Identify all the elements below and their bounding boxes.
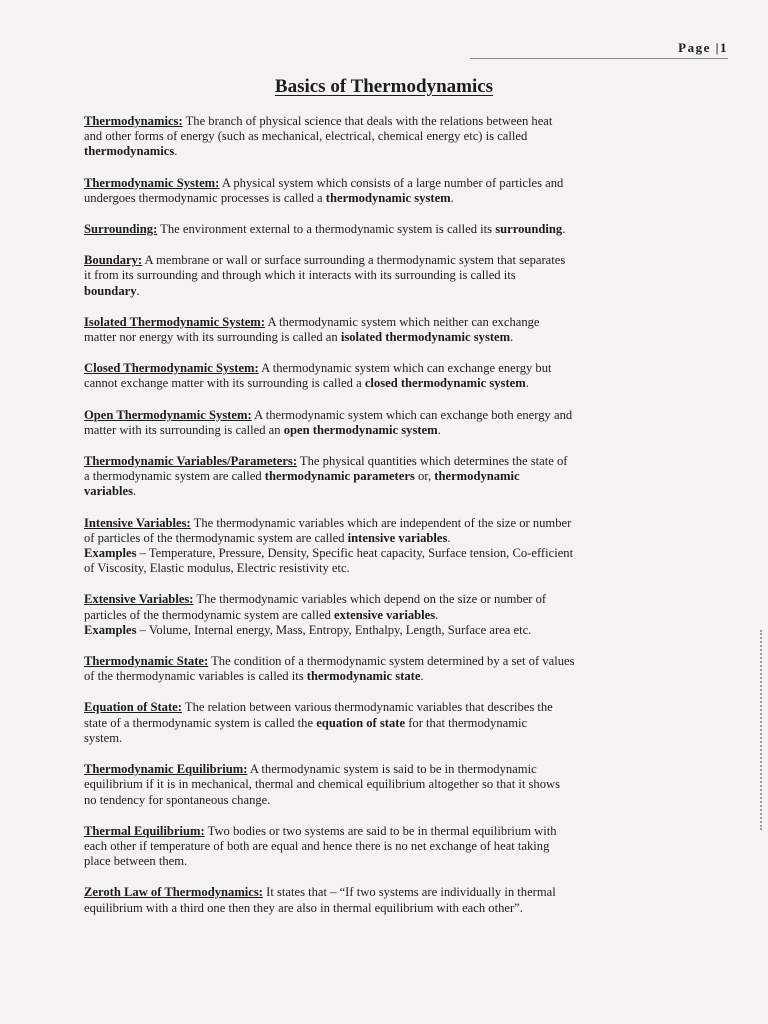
definition-line xyxy=(84,129,724,144)
definition-text: – Volume, Internal energy, Mass, Entropy, Enthalpy, Length, Surface area etc. xyxy=(136,622,532,637)
definition-term: Open Thermodynamic System: xyxy=(84,407,252,422)
definition-term: Thermal Equilibrium: xyxy=(84,823,205,838)
definition-line xyxy=(84,484,724,499)
definition-term: Thermodynamics: xyxy=(84,114,183,128)
definition-term: Thermodynamic State: xyxy=(84,654,209,669)
definition-text: cannot exchange matter with its surrounding is called a xyxy=(84,376,365,391)
definition-line xyxy=(84,361,724,376)
highlighted-term: surrounding xyxy=(495,222,563,237)
definition-line xyxy=(84,376,724,391)
definition-line xyxy=(84,762,724,777)
definition-text: for that thermodynamic xyxy=(405,715,528,730)
definition-text: state of a thermodynamic system is called the xyxy=(84,715,317,730)
definition-text: – Temperature, Pressure, Density, Specific heat capacity, Surface tension, Co-efficient xyxy=(136,546,574,561)
definition-line xyxy=(84,623,724,638)
definition-text: and other forms of energy (such as mechanical, electrical, chemical energy etc) is called xyxy=(84,129,528,144)
definition-term: Closed Thermodynamic System: xyxy=(84,361,259,376)
definition-line xyxy=(84,669,724,684)
definition-line xyxy=(84,531,724,546)
definition-text: . xyxy=(132,484,137,499)
highlighted-term: thermodynamics xyxy=(84,144,175,159)
definition-line xyxy=(84,114,724,129)
definition-text: The environment external to a thermodynamic system is called its xyxy=(157,222,496,237)
highlighted-term: variables xyxy=(84,484,133,499)
definition-entry xyxy=(84,408,724,438)
definition-line xyxy=(84,191,724,206)
definition-text: A thermodynamic system which neither can exchange xyxy=(264,314,540,329)
definition-text: . xyxy=(435,607,439,622)
definition-text: equilibrium with a third one then they are also in thermal equilibrium with each other”. xyxy=(84,900,523,915)
definition-line xyxy=(84,854,724,869)
definition-text: Two bodies or two systems are said to be in thermal equilibrium with xyxy=(204,823,557,838)
highlighted-term: equation of state xyxy=(316,715,406,730)
definition-text: or, xyxy=(414,469,435,484)
highlighted-term: thermodynamic parameters xyxy=(264,469,415,484)
definition-text: system. xyxy=(84,730,123,745)
definition-text: . xyxy=(562,222,566,237)
definition-entry xyxy=(84,885,724,915)
highlighted-term: boundary xyxy=(84,283,137,298)
definition-entry xyxy=(84,700,724,746)
definition-line xyxy=(84,144,724,159)
definition-text: it from its surrounding and through which it interacts with its surrounding is called its xyxy=(84,268,516,283)
definition-term: Extensive Variables: xyxy=(84,592,194,607)
definition-line xyxy=(84,885,724,900)
definition-entry xyxy=(84,176,724,206)
highlighted-term: open thermodynamic system xyxy=(283,422,438,437)
definition-text: matter with its surrounding is called an xyxy=(84,422,284,437)
definition-line xyxy=(84,592,724,607)
definition-text: of Viscosity, Elastic modulus, Electric resistivity etc. xyxy=(84,561,350,576)
definition-text: a thermodynamic system are called xyxy=(84,469,265,484)
definition-line xyxy=(84,454,724,469)
definition-line xyxy=(84,176,724,191)
definition-text: . xyxy=(525,376,529,391)
highlighted-term: intensive variables xyxy=(347,530,448,545)
highlighted-term: Examples xyxy=(84,546,137,561)
highlighted-term: thermodynamic xyxy=(434,469,520,484)
definition-text: . xyxy=(420,669,424,684)
definition-term: Isolated Thermodynamic System: xyxy=(84,314,265,329)
highlighted-term: closed thermodynamic system xyxy=(364,376,526,391)
page-number: Page |1 xyxy=(678,40,728,55)
highlighted-term: extensive variables xyxy=(334,607,436,622)
definition-text: The physical quantities which determines the state of xyxy=(297,454,568,469)
definition-line xyxy=(84,268,724,283)
definition-entry xyxy=(84,824,724,870)
definition-entry xyxy=(84,654,724,684)
definition-line xyxy=(84,222,724,237)
definition-line xyxy=(84,793,724,808)
definition-term: Thermodynamic System: xyxy=(84,175,220,190)
definition-text: . xyxy=(447,530,451,545)
definition-text: matter nor energy with its surrounding is called an xyxy=(84,330,341,345)
definition-line xyxy=(84,423,724,438)
definition-text: equilibrium if it is in mechanical, thermal and chemical equilibrium altogether so that it shows xyxy=(84,777,560,792)
definition-entry xyxy=(84,253,724,299)
definition-text: . xyxy=(174,144,178,159)
definition-line xyxy=(84,546,724,561)
definition-text: of particles of the thermodynamic system are called xyxy=(84,530,348,545)
definition-text: . xyxy=(510,330,514,345)
definition-entry xyxy=(84,315,724,345)
definition-entry xyxy=(84,114,724,160)
definition-term: Boundary: xyxy=(84,253,143,268)
definition-entry xyxy=(84,222,724,237)
highlighted-term: thermodynamic system xyxy=(325,190,451,205)
highlighted-term: Examples xyxy=(84,622,137,637)
document-title: Basics of Thermodynamics xyxy=(274,76,494,97)
definition-text: A membrane or wall or surface surrounding a thermodynamic system that separates xyxy=(142,253,566,268)
definition-line xyxy=(84,469,724,484)
definition-line xyxy=(84,408,724,423)
definition-text: The thermodynamic variables which depend on the size or number of xyxy=(193,592,547,607)
definition-line xyxy=(84,824,724,839)
highlighted-term: isolated thermodynamic system xyxy=(340,330,511,345)
definition-line xyxy=(84,561,724,576)
highlighted-term: thermodynamic state xyxy=(306,669,421,684)
definition-entry xyxy=(84,454,724,500)
definition-term: Thermodynamic Equilibrium: xyxy=(84,762,248,777)
definition-text: The relation between various thermodynamic variables that describes the xyxy=(181,700,553,715)
definition-term: Equation of State: xyxy=(84,700,182,715)
definition-entry xyxy=(84,762,724,808)
definition-line xyxy=(84,700,724,715)
definitions-list xyxy=(84,114,724,932)
definition-text: place between them. xyxy=(84,854,188,869)
definition-text: undergoes thermodynamic processes is called a xyxy=(84,190,326,205)
definition-text: The thermodynamic variables which are independent of the size or number xyxy=(190,515,572,530)
definition-text: each other if temperature of both are equal and hence there is no net exchange of heat taking xyxy=(84,838,550,853)
definition-text: particles of the thermodynamic system are called xyxy=(84,607,335,622)
definition-line xyxy=(84,516,724,531)
definition-entry xyxy=(84,361,724,391)
definition-entry xyxy=(84,592,724,638)
definition-line xyxy=(84,716,724,731)
header-rule xyxy=(470,58,728,59)
definition-term: Surrounding: xyxy=(84,222,158,237)
scan-margin-marks xyxy=(754,630,762,830)
definition-text: A thermodynamic system which can exchange energy but xyxy=(258,361,552,376)
definition-text: . xyxy=(450,190,454,205)
definition-line xyxy=(84,284,724,299)
definition-text: of the thermodynamic variables is called its xyxy=(84,669,307,684)
definition-line xyxy=(84,330,724,345)
definition-text: The branch of physical science that deals with the relations between heat xyxy=(182,114,553,128)
definition-term: Thermodynamic Variables/Parameters: xyxy=(84,454,298,469)
definition-text: It states that – “If two systems are individually in thermal xyxy=(263,885,556,900)
definition-term: Zeroth Law of Thermodynamics: xyxy=(84,885,263,900)
definition-text: . xyxy=(437,422,441,437)
definition-text: . xyxy=(136,283,140,298)
definition-text: A thermodynamic system which can exchange both energy and xyxy=(251,407,573,422)
definition-text: A thermodynamic system is said to be in thermodynamic xyxy=(247,762,537,777)
definition-line xyxy=(84,315,724,330)
definition-line xyxy=(84,654,724,669)
definition-term: Intensive Variables: xyxy=(84,515,191,530)
definition-line xyxy=(84,901,724,916)
definition-line xyxy=(84,839,724,854)
definition-line xyxy=(84,731,724,746)
definition-entry xyxy=(84,516,724,577)
definition-line xyxy=(84,608,724,623)
definition-line xyxy=(84,253,724,268)
definition-text: The condition of a thermodynamic system determined by a set of values xyxy=(208,654,575,669)
definition-text: A physical system which consists of a large number of particles and xyxy=(219,175,564,190)
definition-text: no tendency for spontaneous change. xyxy=(84,792,271,807)
definition-line xyxy=(84,777,724,792)
